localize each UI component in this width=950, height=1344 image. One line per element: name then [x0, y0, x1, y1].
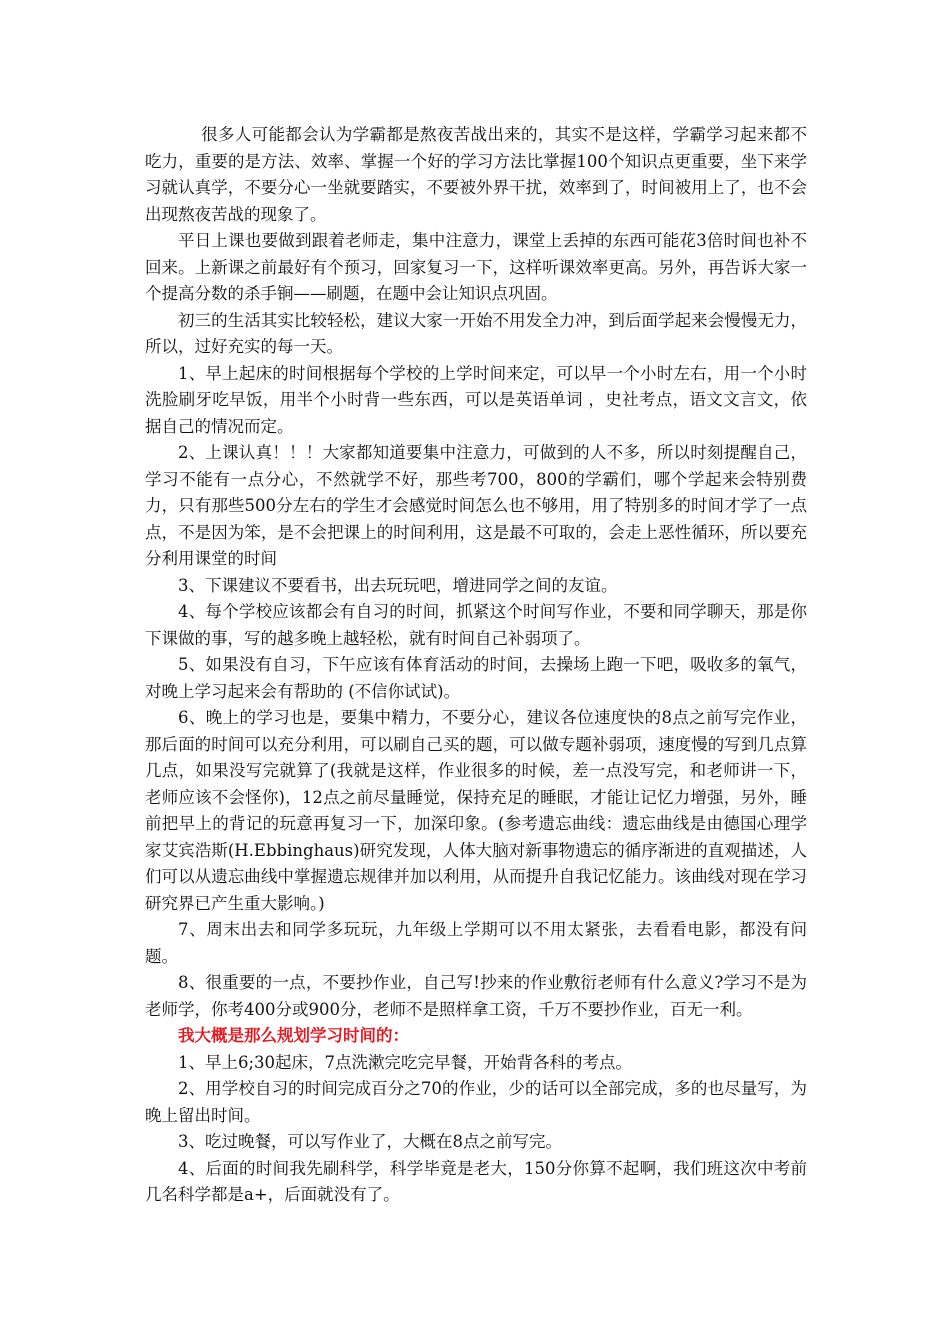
- tip-item-6: 6、晚上的学习也是，要集中精力，不要分心，建议各位速度快的8点之前写完作业，那后面的时间可以充分利用，可以刷自己买的题，可以做专题补弱项，速度慢的写到几点算几点，如果没写完就算了(我就是这样，作业很多的时候，差一点没写完，和老师讲一下，老师应该不会怪你)，12点之前尽量睡觉，保持充足的睡眠，才能让记忆力增强，另外，睡前把早上的背记的玩意再复习一下，加深印象。(参考遗忘曲线：遗忘曲线是由德国心理学家艾宾浩斯(H.Ebbinghaus)研究发现，人体大脑对新事物遗忘的循序渐进的直观描述，人们可以从遗忘曲线中掌握遗忘规律并加以利用，从而提升自我记忆能力。该曲线对现在学习研究界已产生重大影响。): [145, 708, 807, 913]
- tip-item-7: 7、周末出去和同学多玩玩，九年级上学期可以不用太紧张，去看看电影，都没有问题。: [145, 920, 807, 966]
- tip-item-3: 3、下课建议不要看书，出去玩玩吧，增进同学之间的友谊。: [178, 575, 618, 595]
- paragraph-class-focus: 平日上课也要做到跟着老师走，集中注意力，课堂上丢掉的东西可能花3倍时间也补不回来。上新课之前最好有个预习，回家复习一下，这样听课效率更高。另外，再告诉大家一个提高分数的杀手锏——刷题，在题中会让知识点巩固。: [145, 231, 807, 303]
- tip-item-1: 1、早上起床的时间根据每个学校的上学时间来定，可以早一个小时左右，用一个小时洗脸刷牙吃早饭，用半个小时背一些东西，可以是英语单词 ，史社考点，语文文言文，依据自己的情况而定。: [145, 363, 807, 436]
- section-heading: 我大概是那么规划学习时间的：: [178, 1026, 409, 1045]
- tip-item-2: 2、上课认真！！！大家都知道要集中注意力，可做到的人不多，所以时刻提醒自己，学习不能有一点分心，不然就学不好，那些考700，800的学霸们，哪个学起来会特别费力，只有那些500分左右的学生才会感觉时间怎么也不够用，用了特别多的时间才学了一点点，不是因为笨，是不会把课上的时间利用，这是最不可取的，会走上恶性循环，所以要充分利用课堂的时间: [145, 443, 807, 568]
- plan-item-2: 2、用学校自习的时间完成百分之70的作业，少的话可以全部完成，多的也尽量写，为晚上留出时间。: [145, 1079, 807, 1125]
- plan-item-1: 1、早上6;30起床，7点洗漱完吃完早餐，开始背各科的考点。: [178, 1052, 633, 1072]
- tip-item-4: 4、每个学校应该都会有自习的时间，抓紧这个时间写作业，不要和同学聊天，那是你下课做的事，写的越多晚上越轻松，就有时间自己补弱项了。: [145, 602, 807, 648]
- paragraph-grade-nine: 初三的生活其实比较轻松，建议大家一开始不用发全力冲，到后面学起来会慢慢无力，所以，过好充实的每一天。: [145, 310, 807, 356]
- plan-item-3: 3、吃过晚餐，可以写作业了，大概在8点之前写完。: [178, 1132, 562, 1151]
- document-body: [145, 122, 807, 1209]
- tip-item-5: 5、如果没有自习，下午应该有体育活动的时间，去操场上跑一下吧，吸收多的氧气，对晚上学习起来会有帮助的 (不信你试试)。: [145, 655, 807, 701]
- tip-item-8: 8、很重要的一点，不要抄作业，自己写!抄来的作业敷衍老师有什么意义?学习不是为老师学，你考400分或900分，老师不是照样拿工资，千万不要抄作业，百无一利。: [145, 973, 807, 1019]
- plan-item-4: 4、后面的时间我先刷科学，科学毕竟是老大，150分你算不起啊，我们班这次中考前几名科学都是a+，后面就没有了。: [145, 1158, 807, 1204]
- paragraph-intro: 很多人可能都会认为学霸都是熬夜苦战出来的，其实不是这样，学霸学习起来都不吃力，重要的是方法、效率、掌握一个好的学习方法比掌握100个知识点更重要，坐下来学习就认真学，不要分心一坐就要踏实，不要被外界干扰，效率到了，时间被用上了，也不会出现熬夜苦战的现象了。: [145, 125, 807, 224]
